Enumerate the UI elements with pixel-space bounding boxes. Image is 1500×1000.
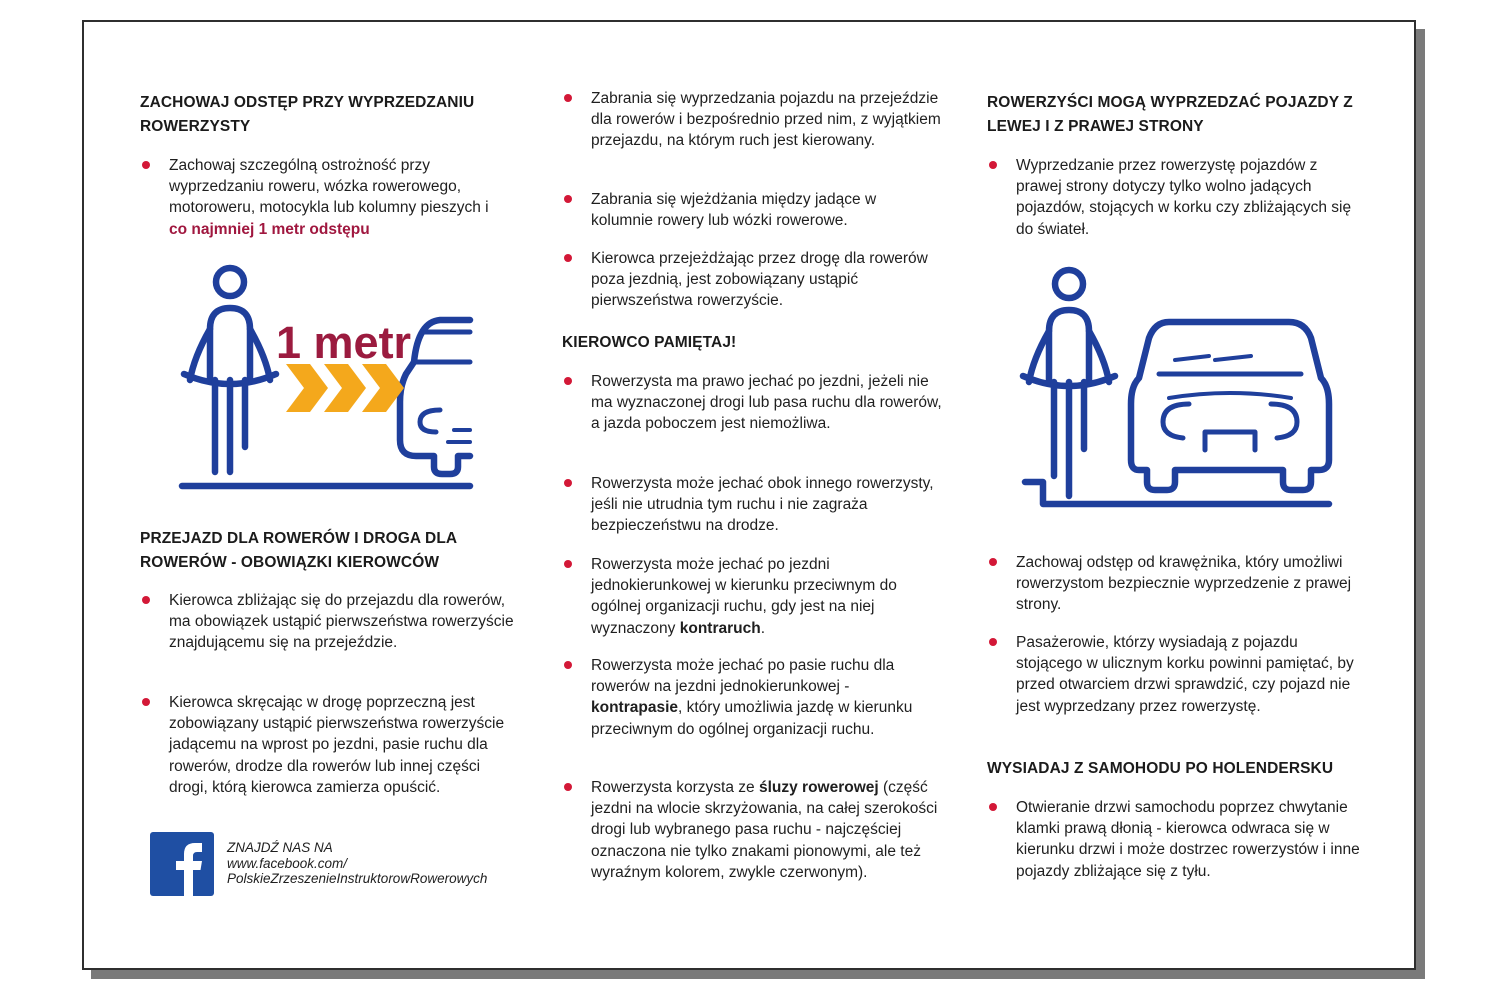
bullet-contra-lane bbox=[562, 655, 942, 740]
bullet-bike-box bbox=[562, 777, 942, 883]
bullet-text-after: . bbox=[760, 619, 766, 637]
facebook-line-1: ZNAJDŹ NAS NA bbox=[227, 840, 333, 855]
bullet-bold-term: kontrapasie bbox=[591, 699, 679, 717]
facebook-link-text[interactable] bbox=[227, 840, 487, 887]
bullet-turning-driver: Kierowca skręcając w drogę poprzeczną jest zobowiązany ustąpić pierwszeństwa rowerzyście jadącemu na wprost po jezdni, pasie ruchu dla rowerów, drodze dla rowerów lub innej części drogi, którą kierowca zamierza opuścić. bbox=[140, 692, 520, 798]
heading-overtake-both-sides: ROWERZYŚCI MOGĄ WYPRZEDZAĆ POJAZDY Z LEWEJ I Z PRAWEJ STRONY bbox=[987, 94, 1353, 135]
facebook-block[interactable] bbox=[150, 832, 530, 902]
bullet-right-to-road: Rowerzysta ma prawo jechać po jezdni, jeżeli nie ma wyznaczonej drogi lub pasa ruchu dla rowerów, a jazda poboczem jest niemożliwa. bbox=[562, 371, 942, 435]
person-torso-icon bbox=[210, 308, 250, 380]
heading-dutch-reach: WYSIADAJ Z SAMOHODU PO HOLENDERSKU bbox=[987, 760, 1334, 777]
bullet-dutch-reach: Otwieranie drzwi samochodu poprzez chwytanie klamki prawą dłonią - kierowca odwraca się w kierunku drzwi i może dostrzec rowerzystów i inne pojazdy zbliżające się z tyłu. bbox=[987, 797, 1367, 882]
person-torso-icon bbox=[1049, 310, 1089, 382]
heading-overtaking-distance: ZACHOWAJ ODSTĘP PRZY WYPRZEDZANIU ROWERZYSTY bbox=[140, 94, 475, 135]
bullet-keep-distance bbox=[140, 155, 510, 240]
bullet-text: Zachowaj szczególną ostrożność przy wyprzedzaniu roweru, wózka rowerowego, motoroweru, motocykla lub kolumny pieszych i bbox=[169, 157, 489, 217]
bullet-side-by-side: Rowerzysta może jechać obok innego rowerzysty, jeśli nie utrudnia tym ruchu i nie zagraża bezpieczeństwu na drodze. bbox=[562, 473, 942, 537]
cyclist-beside-car-illustration bbox=[1019, 264, 1339, 514]
bullet-passengers-check: Pasażerowie, którzy wysiadają z pojazdu stojącego w ulicznym korku powinni pamiętać, by przed otwarciem drzwi sprawdzić, czy pojazd nie jest wyprzedzany przez rowerzystę. bbox=[987, 632, 1367, 717]
facebook-line-2: www.facebook.com/ bbox=[227, 855, 348, 871]
distance-arrows-icon bbox=[286, 364, 404, 412]
bullet-contraflow bbox=[562, 554, 942, 639]
car-body-icon bbox=[1131, 322, 1329, 490]
facebook-line-3: PolskieZrzeszenieInstruktorowRowerowych bbox=[227, 871, 488, 886]
bullet-bold-term: śluzy rowerowej bbox=[758, 779, 879, 796]
facebook-icon[interactable] bbox=[150, 832, 214, 896]
heading-driver-remember: KIEROWCO PAMIĘTAJ! bbox=[562, 334, 737, 351]
bullet-text: Rowerzysta korzysta ze bbox=[591, 779, 759, 796]
one-metre-label: 1 metr bbox=[276, 317, 412, 368]
bullet-approaching-crossing: Kierowca zbliżając się do przejazdu dla rowerów, ma obowiązek ustąpić pierwszeństwa rowerzyście znajdującemu się na przejeździe. bbox=[140, 590, 520, 654]
bullet-text-after: , który umożliwia jazdę w kierunku przeciwnym do ogólnej organizacji ruchu. bbox=[591, 699, 913, 738]
bullet-keep-kerb-distance: Zachowaj odstęp od krawężnika, który umożliwi rowerzystom bezpiecznie wyprzedzenie z prawej strony. bbox=[987, 552, 1367, 616]
bullet-text: Rowerzysta może jechać po jezdni jednokierunkowej w kierunku przeciwnym do ogólnej organizacji ruchu, gdy jest na niej wyznaczony bbox=[591, 556, 897, 637]
bullet-right-side-overtaking: Wyprzedzanie przez rowerzystę pojazdów z prawej strony dotyczy tylko wolno jadących pojazdów, stojących w korku czy zbliżających się do świateł. bbox=[987, 155, 1367, 240]
bullet-no-overtaking-crossing: Zabrania się wyprzedzania pojazdu na przejeździe dla rowerów i bezpośrednio przed nim, z wyjątkiem przejazdu, na którym ruch jest kierowany. bbox=[562, 88, 942, 152]
cyclist-one-metre-illustration bbox=[178, 262, 478, 497]
bullet-text: Rowerzysta może jechać po pasie ruchu dla rowerów na jezdni jednokierunkowej - bbox=[591, 657, 895, 696]
bullet-bold-term: kontraruch bbox=[679, 619, 761, 637]
bullet-crossing-bike-path: Kierowca przejeżdżając przez drogę dla rowerów poza jezdnią, jest zobowiązany ustąpić pierwszeństwa rowerzyście. bbox=[562, 248, 942, 312]
person-head-icon bbox=[1055, 270, 1083, 298]
person-head-icon bbox=[216, 268, 244, 296]
bullet-highlight: co najmniej 1 metr odstępu bbox=[169, 220, 370, 238]
leaflet-sheet bbox=[82, 20, 1416, 970]
heading-bike-crossing-duties: PRZEJAZD DLA ROWERÓW I DROGA DLA ROWERÓW - OBOWIĄZKI KIEROWCÓW bbox=[140, 530, 457, 571]
bullet-text-after: (część jezdni na wlocie skrzyżowania, na całej szerokości drogi lub wybranego pasa ruchu - najczęściej oznaczona nie tylko znakami pionowymi, ale też wyraźnym kolorem, zwykle czerwonym). bbox=[591, 779, 938, 881]
bullet-no-cutting-column: Zabrania się wjeżdżania między jadące w kolumnie rowery lub wózki rowerowe. bbox=[562, 189, 942, 231]
